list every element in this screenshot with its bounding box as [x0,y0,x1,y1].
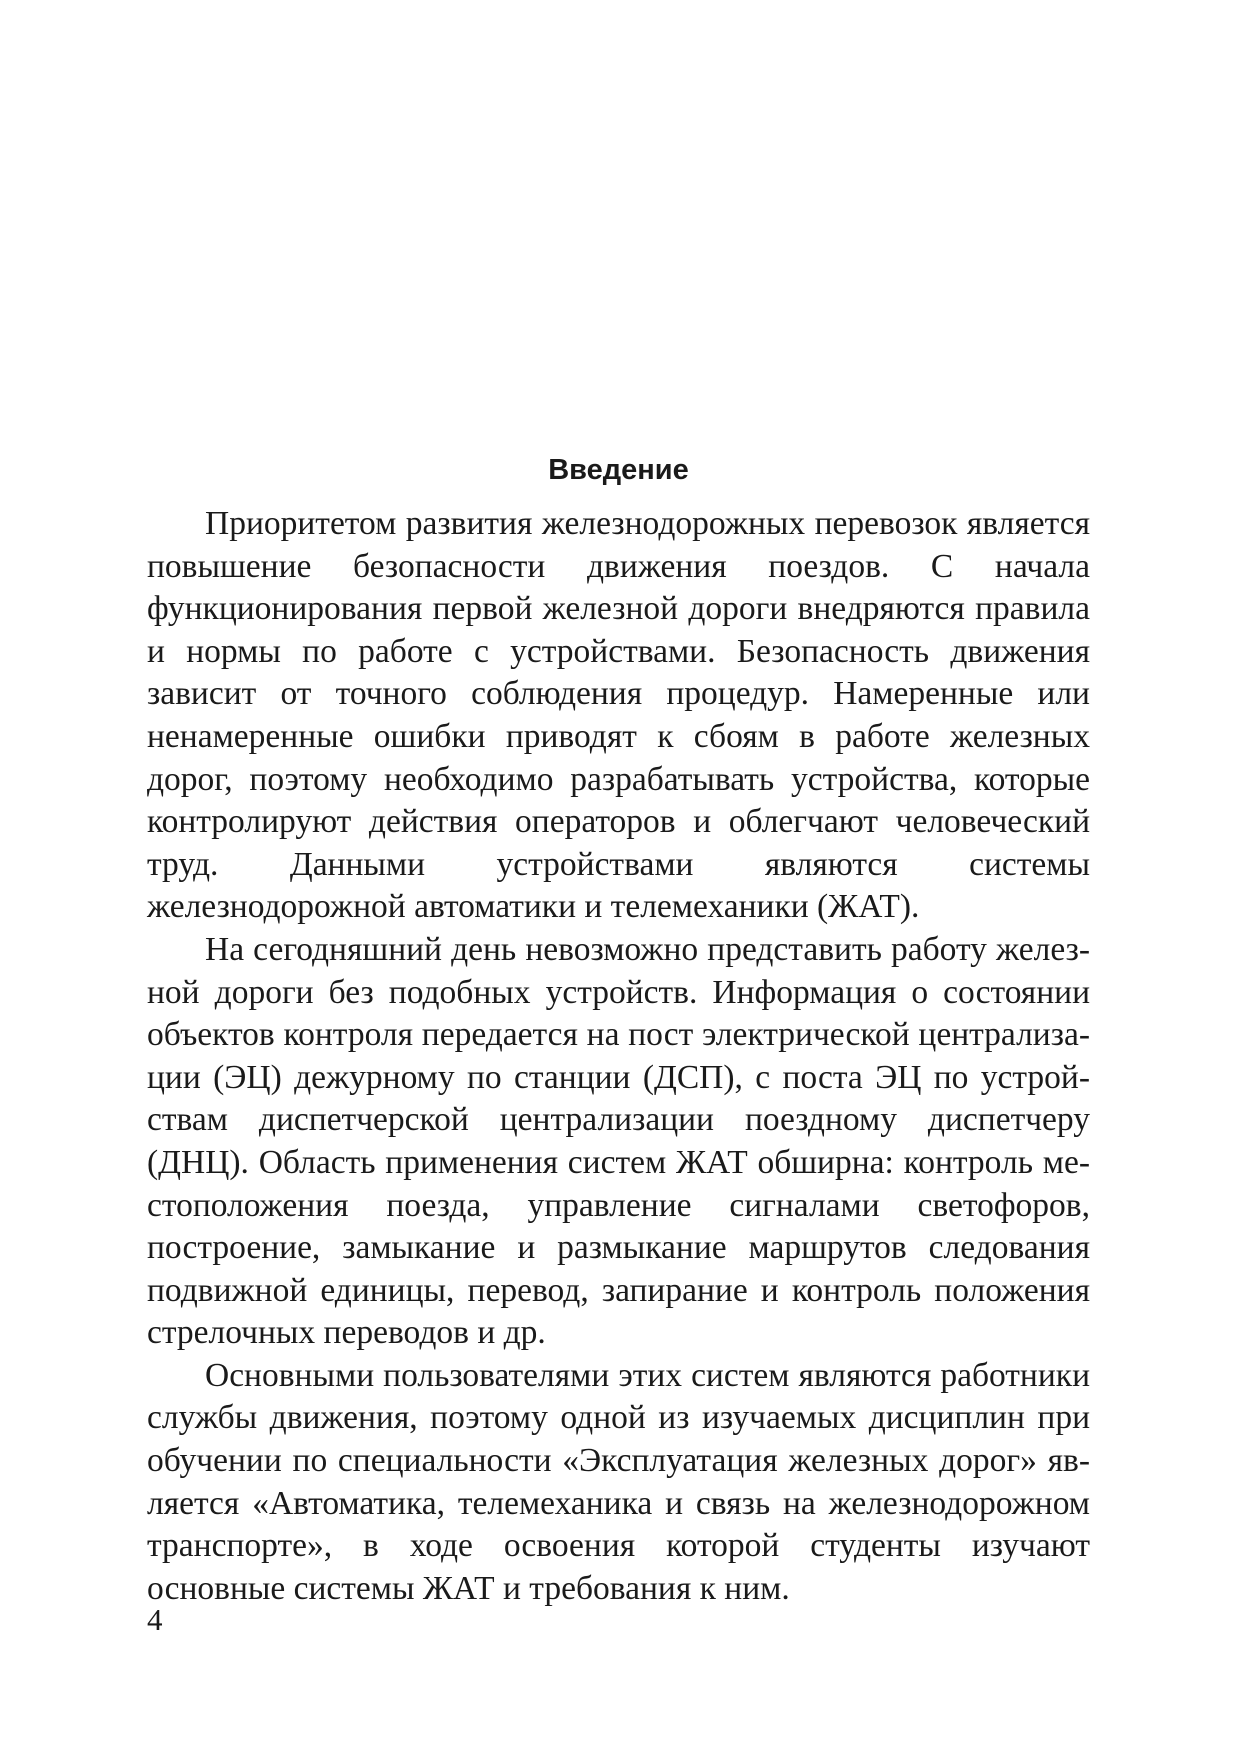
paragraph-2: На сегодняшний день невозможно представить работу железной дороги без подобных устройств. Информация о состоянии объектов контроля передается на пост электрической централизации (ЭЦ) дежурному по станции (ДСП), с поста ЭЦ по устройствам диспетчерской централизации поездному диспетчеру (ДНЦ). Область применения систем ЖАТ обширна: контроль местоположения поезда, управление сигналами светофоров, построение, замыкание и размыкание маршрутов следования подвижной единицы, перевод, запирание и контроль положения стрелочных переводов и др. [147,930,1090,1352]
paragraph-3: Основными пользователями этих систем являются работники службы движения, поэтому одной из изучаемых дисциплин при обучении по специальности «Эксплуатация железных дорог» является «Автоматика, телемеханика и связь на железнодорожном транспорте», в ходе освоения которой студенты изучают основные системы ЖАТ и требования к ним. [147,1356,1090,1607]
body-text [147,503,1090,1610]
section-heading: Введение [548,454,689,486]
paragraph-1: Приоритетом развития железнодорожных перевозок является повышение безопасности движения поездов. С начала функционирования первой железной дороги внедряются правила и нормы по работе с устройствами. Безопасность движения зависит от точного соблюдения процедур. Намеренные или ненамеренные ошибки приводят к сбоям в работе железных дорог, поэтому необходимо разрабатывать устройства, которые контролируют действия операторов и облегчают человеческий труд. Данными устройствами являются системы железнодорожной автоматики и телемеханики (ЖАТ). [147,505,1090,926]
page-number: 4 [147,1602,163,1637]
